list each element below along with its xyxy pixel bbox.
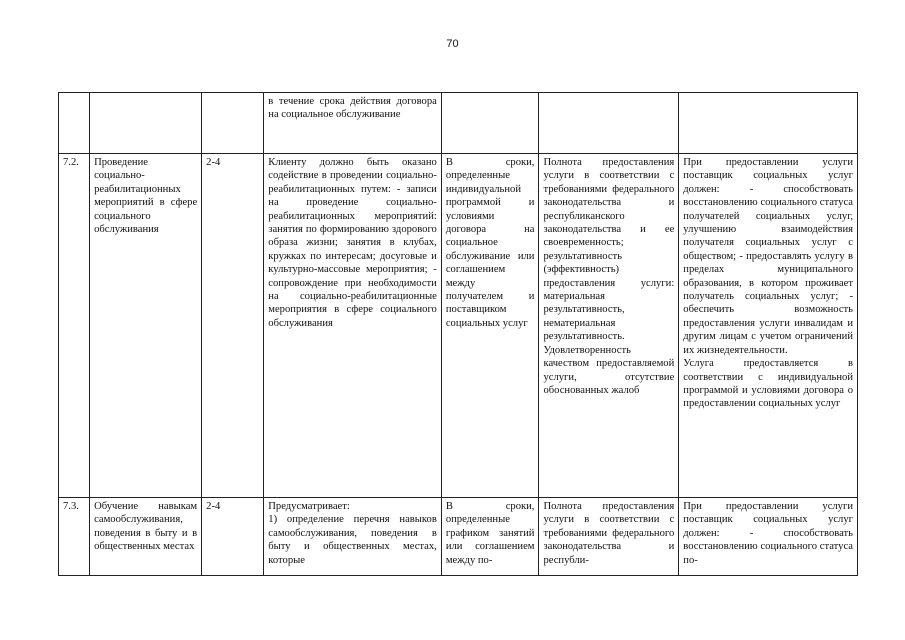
service-conditions bbox=[679, 93, 858, 154]
row-number bbox=[59, 93, 90, 154]
service-conditions bbox=[679, 154, 858, 498]
service-quality: Полнота предоставления услуги в соответствии с требованиями федерального законодательства и республиканского законодательства и ее своевременность; результативность (эффективность) предоставления услуги: материальная результативность, нематериальная результативность. Удовлетворенность качеством предоставляемой услуги, отсутствие обоснованных жалоб bbox=[539, 154, 679, 498]
service-content: Клиенту должно быть оказано содействие в проведении социально-реабилитационных путем: - записи на проведение социально-реабилитационных мероприятий: занятия по формированию здорового образа жизни; занятия в клубах, кружках по интересам; досуговые и культурно-массовые мероприятия; - сопровождение при необходимости на социально-реабилитационные мероприятия в сфере социального обслуживания bbox=[264, 154, 442, 498]
content-heading: Предусматривает: bbox=[268, 501, 350, 512]
conditions-text: При предоставлении услуги поставщик социальных услуг должен: - способствовать восстановлению социального статуса получателей социальных услуг, улучшению взаимодействия получателя социальных услуг с обществом; - предоставлять услугу в пределах муниципального образования, в котором проживает получатель социальных услуг; - обеспечить возможность предоставления услуги инвалидам и другим лицам с учетом ограничений их жизнедеятельности. bbox=[683, 157, 853, 356]
service-content: в течение срока действия договора на социальное обслуживание bbox=[264, 93, 442, 154]
service-time bbox=[441, 93, 539, 154]
conditions-extra-text: Услуга предоставляется в соответствии с индивидуальной программой и условиями договора о предоставлении социальных услуг bbox=[683, 358, 853, 410]
service-term: 2-4 bbox=[202, 498, 264, 576]
service-name bbox=[90, 93, 202, 154]
service-term: 2-4 bbox=[202, 154, 264, 498]
service-term bbox=[202, 93, 264, 154]
service-quality bbox=[539, 93, 679, 154]
service-time: В сроки, определенные индивидуальной программой и условиями договора на социальное обслуживание или соглашением между получателем и поставщиком социальных услуг bbox=[441, 154, 539, 498]
service-name: Обучение навыкам самообслуживания, поведения в быту и в общественных местах bbox=[90, 498, 202, 576]
table-row bbox=[59, 154, 858, 498]
service-content bbox=[264, 498, 442, 576]
service-time: В сроки, определенные графиком занятий или соглашением между по- bbox=[441, 498, 539, 576]
service-name: Проведение социально-реабилитационных мероприятий в сфере социального обслуживания bbox=[90, 154, 202, 498]
content-text: 1) определение перечня навыков самообслуживания, поведения в быту и общественных местах, которые bbox=[268, 514, 437, 566]
table-row bbox=[59, 93, 858, 154]
row-number: 7.2. bbox=[59, 154, 90, 498]
page-number: 70 bbox=[446, 38, 459, 50]
service-quality: Полнота предоставления услуги в соответствии с требованиями федерального законодательства и республи- bbox=[539, 498, 679, 576]
service-conditions: При предоставлении услуги поставщик социальных услуг должен: - способствовать восстановлению социального статуса по- bbox=[679, 498, 858, 576]
services-table bbox=[58, 92, 858, 576]
table-row bbox=[59, 498, 858, 576]
row-number: 7.3. bbox=[59, 498, 90, 576]
